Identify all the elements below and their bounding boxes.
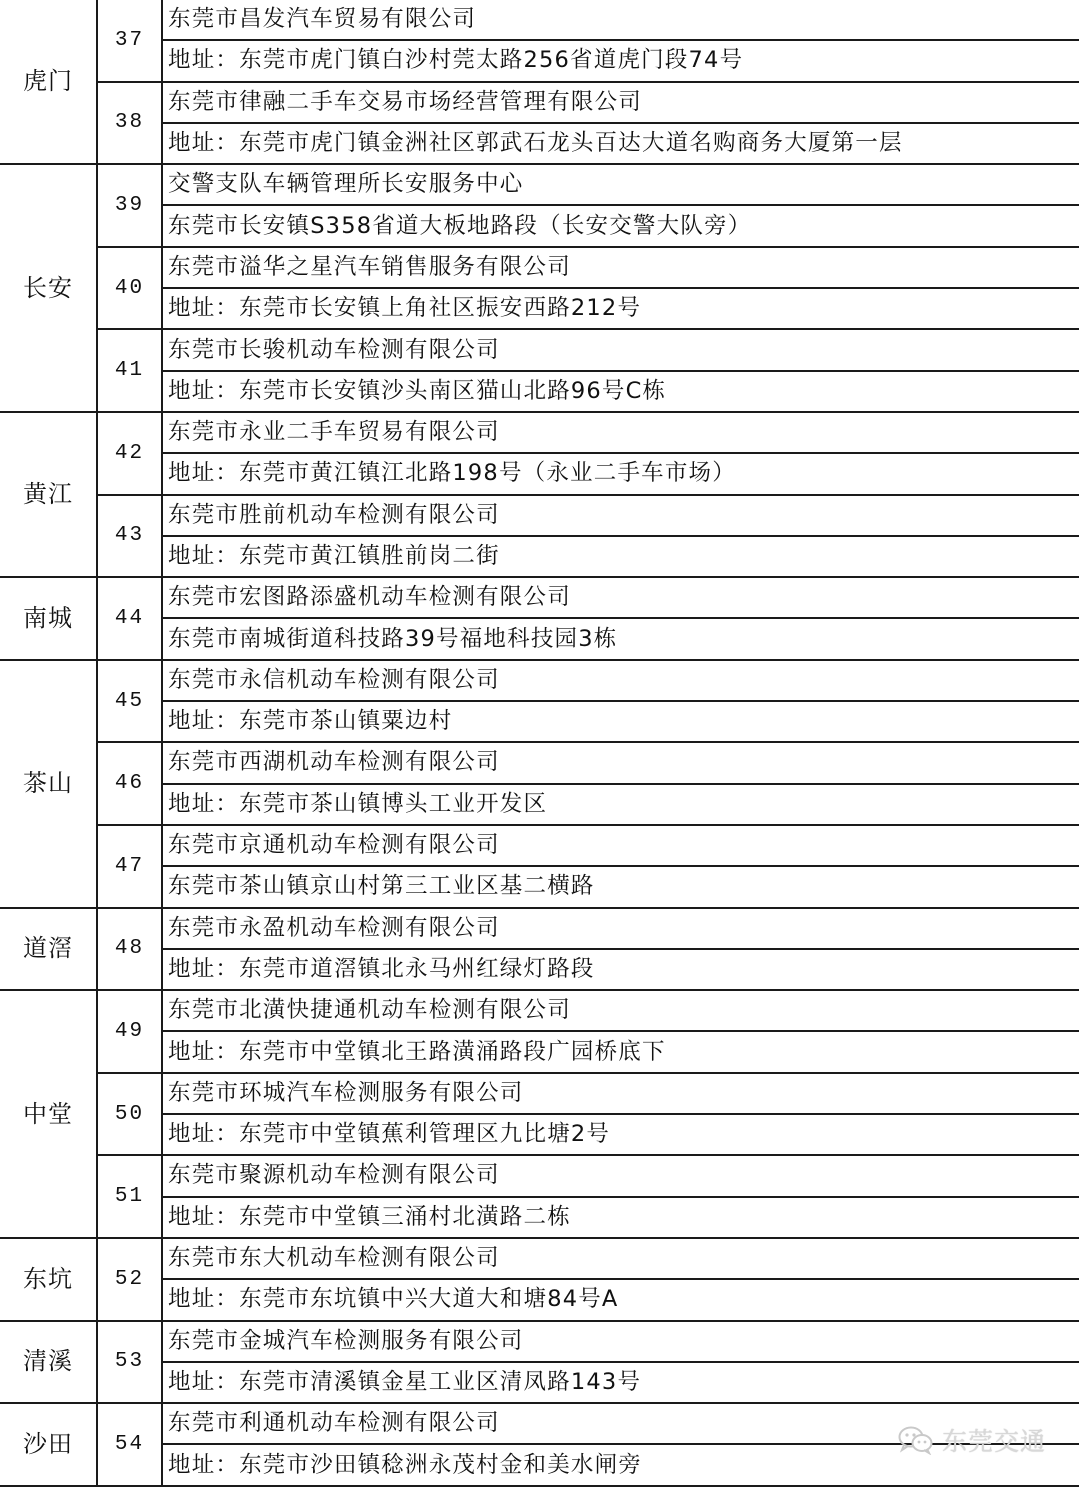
table-row <box>0 866 1079 907</box>
company-name: 东莞市昌发汽车贸易有限公司 <box>162 0 1079 40</box>
table-row <box>0 0 1079 40</box>
entry-number: 53 <box>97 1321 162 1404</box>
table-row <box>0 990 1079 1031</box>
table-row <box>0 1031 1079 1072</box>
company-address: 地址：东莞市虎门镇白沙村莞太路256省道虎门段74号 <box>162 40 1079 81</box>
entry-number: 42 <box>97 412 162 495</box>
table-row <box>0 40 1079 81</box>
company-name: 东莞市北潢快捷通机动车检测有限公司 <box>162 990 1079 1031</box>
table-row <box>0 453 1079 494</box>
town-cell: 沙田 <box>0 1403 97 1486</box>
table-row <box>0 908 1079 949</box>
table-row <box>0 1321 1079 1362</box>
table-row <box>0 536 1079 577</box>
company-address: 地址：东莞市黄江镇江北路198号（永业二手车市场） <box>162 453 1079 494</box>
town-cell: 南城 <box>0 577 97 660</box>
table-row <box>0 164 1079 205</box>
table-row <box>0 825 1079 866</box>
company-address: 地址：东莞市东坑镇中兴大道大和塘84号A <box>162 1279 1079 1320</box>
table-row <box>0 495 1079 536</box>
town-cell: 东坑 <box>0 1238 97 1321</box>
company-address: 地址：东莞市虎门镇金洲社区郭武石龙头百达大道名购商务大厦第一层 <box>162 123 1079 164</box>
entry-number: 40 <box>97 247 162 330</box>
table-row <box>0 412 1079 453</box>
town-cell: 黄江 <box>0 412 97 577</box>
entry-number: 39 <box>97 164 162 247</box>
table-row <box>0 1155 1079 1196</box>
company-name: 东莞市西湖机动车检测有限公司 <box>162 742 1079 783</box>
company-address: 地址：东莞市黄江镇胜前岗二街 <box>162 536 1079 577</box>
table-row <box>0 82 1079 123</box>
table-row <box>0 247 1079 288</box>
table-row <box>0 371 1079 412</box>
table-row <box>0 1279 1079 1320</box>
entry-number: 44 <box>97 577 162 660</box>
table-row <box>0 784 1079 825</box>
company-name: 东莞市利通机动车检测有限公司 <box>162 1403 1079 1444</box>
table-row <box>0 205 1079 246</box>
table-row <box>0 742 1079 783</box>
company-name: 东莞市京通机动车检测有限公司 <box>162 825 1079 866</box>
company-address: 地址：东莞市中堂镇三涌村北潢路二栋 <box>162 1197 1079 1238</box>
company-name: 东莞市东大机动车检测有限公司 <box>162 1238 1079 1279</box>
entry-number: 51 <box>97 1155 162 1238</box>
town-cell: 中堂 <box>0 990 97 1238</box>
table-row <box>0 618 1079 659</box>
table-row <box>0 1073 1079 1114</box>
town-cell: 清溪 <box>0 1321 97 1404</box>
company-name: 东莞市聚源机动车检测有限公司 <box>162 1155 1079 1196</box>
company-address: 地址：东莞市长安镇上角社区振安西路212号 <box>162 288 1079 329</box>
company-name: 东莞市永盈机动车检测有限公司 <box>162 908 1079 949</box>
town-cell: 长安 <box>0 164 97 412</box>
entry-number: 45 <box>97 660 162 743</box>
wechat-icon <box>898 1425 934 1455</box>
table-row <box>0 123 1079 164</box>
table-row <box>0 288 1079 329</box>
company-name: 东莞市环城汽车检测服务有限公司 <box>162 1073 1079 1114</box>
company-address: 东莞市长安镇S358省道大板地路段（长安交警大队旁） <box>162 205 1079 246</box>
entry-number: 54 <box>97 1403 162 1486</box>
company-address: 地址：东莞市沙田镇稔洲永茂村金和美水闸旁 <box>162 1444 1079 1485</box>
company-name: 东莞市溢华之星汽车销售服务有限公司 <box>162 247 1079 288</box>
table-row <box>0 1114 1079 1155</box>
company-name: 东莞市金城汽车检测服务有限公司 <box>162 1321 1079 1362</box>
entry-number: 52 <box>97 1238 162 1321</box>
entry-number: 43 <box>97 495 162 578</box>
table-row <box>0 660 1079 701</box>
entry-number: 37 <box>97 0 162 82</box>
entry-number: 38 <box>97 82 162 165</box>
company-name: 交警支队车辆管理所长安服务中心 <box>162 164 1079 205</box>
company-name: 东莞市宏图路添盛机动车检测有限公司 <box>162 577 1079 618</box>
company-address: 地址：东莞市道滘镇北永马州红绿灯路段 <box>162 949 1079 990</box>
table-row <box>0 1362 1079 1403</box>
company-name: 东莞市律融二手车交易市场经营管理有限公司 <box>162 82 1079 123</box>
company-address: 地址：东莞市清溪镇金星工业区清凤路143号 <box>162 1362 1079 1403</box>
table-row <box>0 577 1079 618</box>
company-name: 东莞市胜前机动车检测有限公司 <box>162 495 1079 536</box>
town-cell: 虎门 <box>0 0 97 164</box>
entry-number: 47 <box>97 825 162 908</box>
company-address: 东莞市南城街道科技路39号福地科技园3栋 <box>162 618 1079 659</box>
company-address: 地址：东莞市茶山镇博头工业开发区 <box>162 784 1079 825</box>
entry-number: 46 <box>97 742 162 825</box>
town-cell: 道滘 <box>0 908 97 991</box>
entry-number: 49 <box>97 990 162 1073</box>
company-name: 东莞市长骏机动车检测有限公司 <box>162 329 1079 370</box>
table-row <box>0 949 1079 990</box>
company-name: 东莞市永业二手车贸易有限公司 <box>162 412 1079 453</box>
watermark <box>898 1422 1046 1458</box>
entry-number: 41 <box>97 329 162 412</box>
company-address: 地址：东莞市中堂镇北王路潢涌路段广园桥底下 <box>162 1031 1079 1072</box>
table-row <box>0 1238 1079 1279</box>
table-row <box>0 329 1079 370</box>
company-address: 地址：东莞市茶山镇粟边村 <box>162 701 1079 742</box>
company-address: 东莞市茶山镇京山村第三工业区基二横路 <box>162 866 1079 907</box>
table-row <box>0 1197 1079 1238</box>
entry-number: 50 <box>97 1073 162 1156</box>
entry-number: 48 <box>97 908 162 991</box>
company-address: 地址：东莞市长安镇沙头南区猫山北路96号C栋 <box>162 371 1079 412</box>
watermark-text: 东莞交通 <box>941 1427 1046 1456</box>
company-address: 地址：东莞市中堂镇蕉利管理区九比塘2号 <box>162 1114 1079 1155</box>
company-name: 东莞市永信机动车检测有限公司 <box>162 660 1079 701</box>
table-row <box>0 701 1079 742</box>
town-cell: 茶山 <box>0 660 97 908</box>
